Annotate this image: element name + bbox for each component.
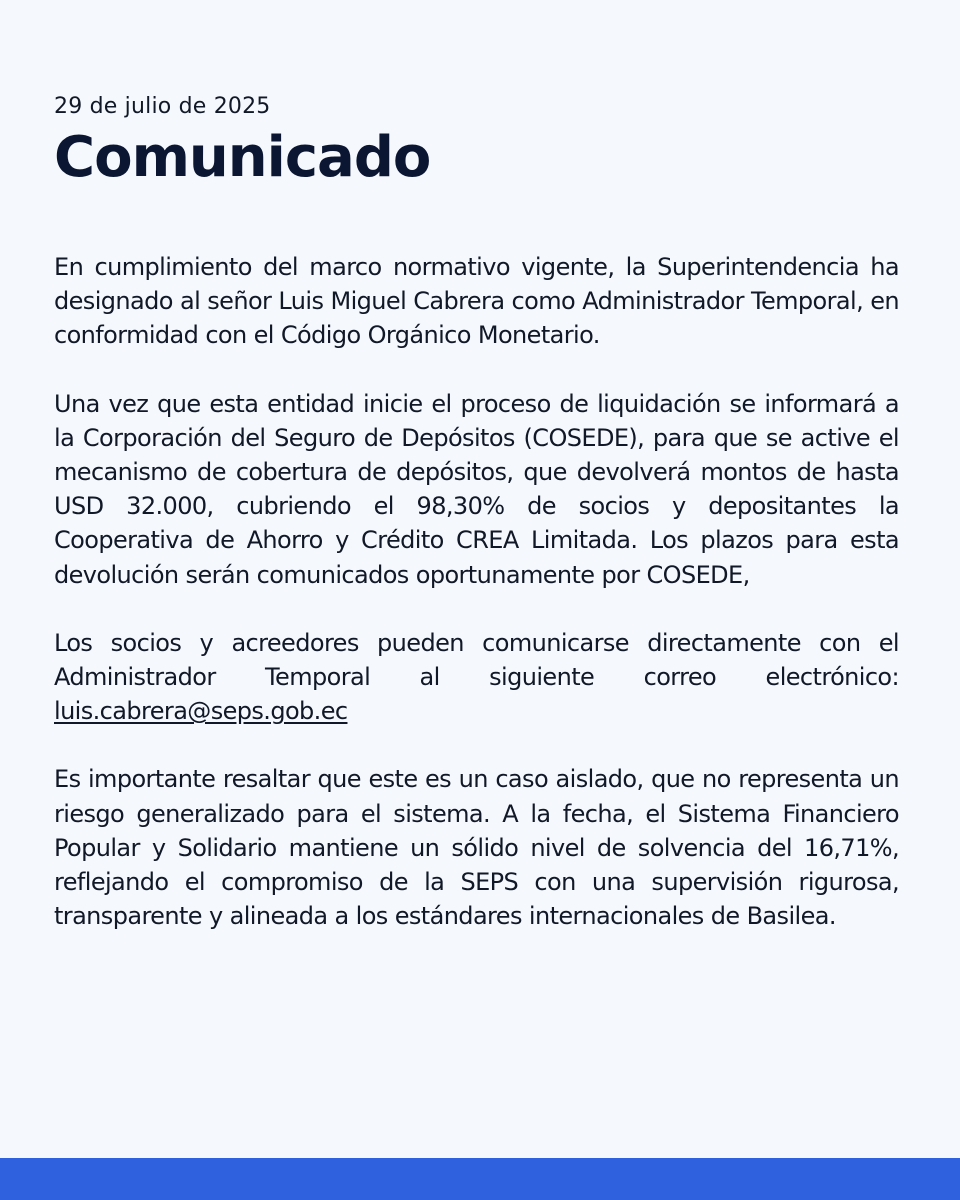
- paragraph-stability: Es importante resaltar que este es un caso aislado, que no representa un riesgo generalizado para el sistema. A la fecha, el Sistema Financiero Popular y Solidario mantiene un sólido nivel de solvencia del 16,71%, reflejando el compromiso de la SEPS con una supervisión rigurosa, transparente y alineada a los estándares internacionales de Basilea.: [54, 765, 899, 931]
- paragraph-contact-text: Los socios y acreedores pueden comunicarse directamente con el Administrador Temporal al siguiente correo electrónico:: [54, 628, 899, 692]
- paragraph-liquidation: Una vez que esta entidad inicie el proceso de liquidación se informará a la Corporación del Seguro de Depósitos (COSEDE), para que se active el mecanismo de cobertura de depósitos, que devolverá montos de hasta USD 32.000, cubriendo el 98,30% de socios y depositantes la Cooperativa de Ahorro y Crédito CREA Limitada. Los plazos para esta devolución serán comunicados oportunamente por COSEDE,: [54, 389, 899, 589]
- document-date: 29 de julio de 2025: [54, 94, 271, 119]
- document-body: [54, 92, 899, 967]
- paragraph-designation: En cumplimiento del marco normativo vigente, la Superintendencia ha designado al señor Luis Miguel Cabrera como Administrador Temporal, en conformidad con el Código Orgánico Monetario.: [54, 253, 899, 350]
- paragraph-contact: [54, 626, 899, 729]
- email-link[interactable]: luis.cabrera@seps.gob.ec: [54, 697, 348, 726]
- document-title: Comunicado: [54, 125, 431, 190]
- footer-bar: [0, 1158, 960, 1200]
